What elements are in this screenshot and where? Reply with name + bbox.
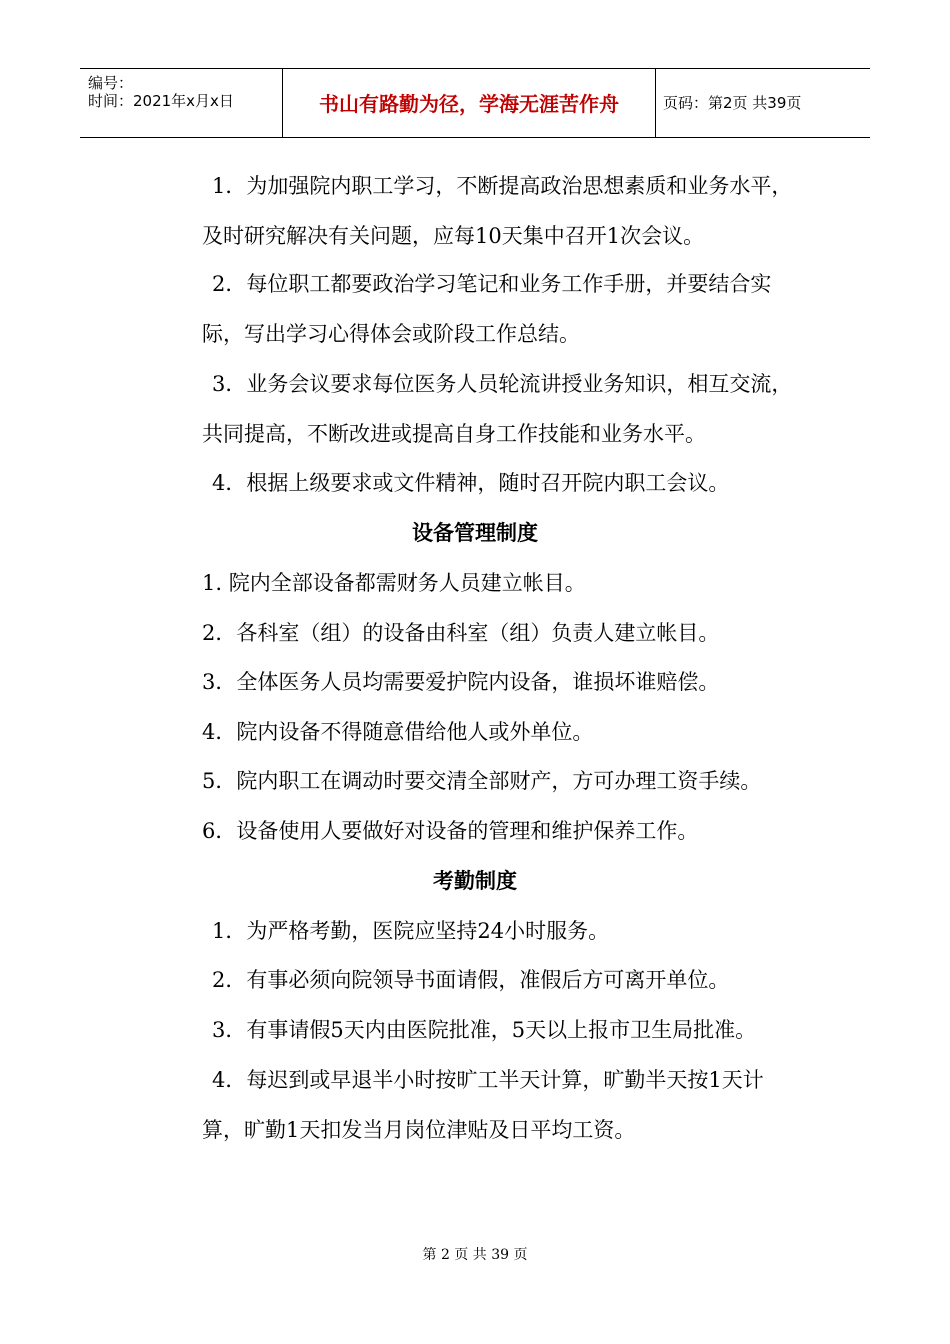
header-motto-cell [282,69,656,137]
study-item-1-line-2: 及时研究解决有关问题，应每10天集中召开1次会议。 [202,224,705,248]
attendance-item-4-line-1: 4．每迟到或早退半小时按旷工半天计算，旷勤半天按1天计 [212,1068,764,1092]
page-footer: 第 2 页 共 39 页 [422,1247,528,1263]
attendance-section-title: 考勤制度 [433,869,517,893]
equipment-item-1: 1. 院内全部设备都需财务人员建立帐目。 [202,571,586,595]
header-meta-cell [80,69,282,137]
attendance-item-2: 2．有事必须向院领导书面请假，准假后方可离开单位。 [212,968,730,992]
page-label: 页码：第2页 共39页 [663,94,802,112]
attendance-item-1: 1．为严格考勤，医院应坚持24小时服务。 [212,919,610,943]
equipment-item-5: 5．院内职工在调动时要交清全部财产，方可办理工资手续。 [202,769,762,793]
study-item-4-line-1: 4．根据上级要求或文件精神，随时召开院内职工会议。 [212,471,730,495]
study-item-3-line-1: 3．业务会议要求每位医务人员轮流讲授业务知识，相互交流， [212,372,793,396]
study-item-3-line-2: 共同提高，不断改进或提高自身工作技能和业务水平。 [202,422,706,446]
study-item-1-line-1: 1．为加强院内职工学习，不断提高政治思想素质和业务水平， [212,174,793,198]
number-label: 编号： [88,74,134,92]
equipment-item-4: 4．院内设备不得随意借给他人或外单位。 [202,720,594,744]
equipment-item-3: 3．全体医务人员均需要爱护院内设备，谁损坏谁赔偿。 [202,670,720,694]
equipment-section-title: 设备管理制度 [412,521,538,545]
motto-text: 书山有路勤为径，学海无涯苦作舟 [319,92,619,116]
attendance-item-4-line-2: 算，旷勤1天扣发当月岗位津贴及日平均工资。 [202,1118,636,1142]
attendance-item-3: 3．有事请假5天内由医院批准，5天以上报市卫生局批准。 [212,1018,757,1042]
equipment-item-2: 2．各科室（组）的设备由科室（组）负责人建立帐目。 [202,621,720,645]
study-item-2-line-1: 2．每位职工都要政治学习笔记和业务工作手册，并要结合实 [212,272,772,296]
header-page-cell [655,69,870,137]
time-label: 时间：2021年x月x日 [88,92,234,110]
equipment-item-6: 6．设备使用人要做好对设备的管理和维护保养工作。 [202,819,699,843]
document-header [80,68,870,138]
study-item-2-line-2: 际，写出学习心得体会或阶段工作总结。 [202,322,580,346]
